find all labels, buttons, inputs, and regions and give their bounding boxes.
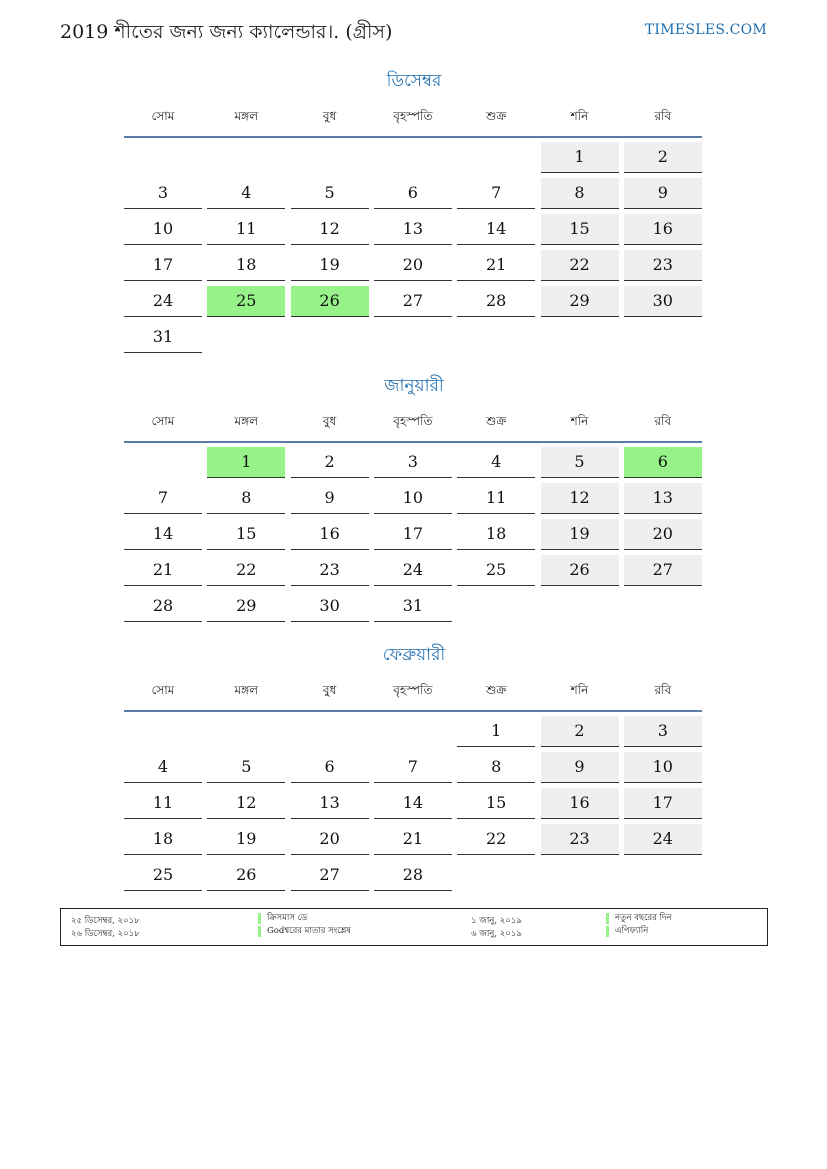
day-cell[interactable]: 15 [457,788,535,819]
day-cell[interactable]: 2 [291,447,369,478]
day-cell[interactable]: 28 [457,286,535,317]
day-cell[interactable]: 24 [624,824,702,855]
day-cell[interactable]: 15 [541,214,619,245]
weekday-header [124,407,704,435]
day-cell[interactable]: 10 [374,483,452,514]
day-cell[interactable]: 19 [207,824,285,855]
day-cell[interactable]: 11 [207,214,285,245]
day-cell[interactable]: 9 [541,752,619,783]
day-cell[interactable]: 3 [124,178,202,209]
day-cell[interactable]: 31 [124,322,202,353]
day-cell[interactable]: 11 [124,788,202,819]
day-cell[interactable]: 4 [124,752,202,783]
day-cell[interactable]: 12 [207,788,285,819]
weekday-label: রবি [654,109,672,123]
day-cell[interactable]: 9 [291,483,369,514]
day-cell[interactable]: 22 [457,824,535,855]
day-cell[interactable]: 4 [207,178,285,209]
day-cell[interactable]: 27 [374,286,452,317]
day-cell[interactable]: 17 [374,519,452,550]
day-cell[interactable]: 26 [541,555,619,586]
day-cell[interactable]: 18 [207,250,285,281]
day-cell[interactable]: 30 [624,286,702,317]
day-cell[interactable]: 5 [207,752,285,783]
header-rule [124,710,702,712]
weekday-label: মঙ্গল [234,109,259,123]
day-cell[interactable]: 4 [457,447,535,478]
legend-holiday: এপিফ্যানি [606,926,648,937]
weekday-label: রবি [654,683,672,697]
legend-date: ২৬ ডিসেম্বর, ২০১৮ [71,929,140,939]
day-cell[interactable]: 10 [124,214,202,245]
day-cell[interactable]: 17 [124,250,202,281]
day-cell[interactable]: 19 [541,519,619,550]
weekday-header [124,102,704,130]
site-link[interactable]: TIMESLES.COM [644,22,767,38]
day-cell[interactable]: 12 [291,214,369,245]
day-cell[interactable]: 5 [291,178,369,209]
legend-holiday: Godশ্বরের মাতার সংশ্লেষ [258,926,351,937]
day-cell[interactable]: 22 [541,250,619,281]
weekday-label: বুধ [322,414,337,428]
weekday-label: বুধ [322,683,337,697]
weekday-label: বৃহস্পতি [393,683,433,697]
legend-date: ৬ জানু, ২০১৯ [471,929,522,939]
day-cell[interactable]: 10 [624,752,702,783]
day-cell[interactable]: 13 [291,788,369,819]
weekday-label: শুক্র [486,414,507,428]
day-cell[interactable]: 16 [291,519,369,550]
day-cell[interactable]: 27 [291,860,369,891]
month-block [124,373,704,615]
weekday-label: শুক্র [486,683,507,697]
weekday-label: মঙ্গল [234,683,259,697]
weekday-label: মঙ্গল [234,414,259,428]
day-cell[interactable]: 24 [124,286,202,317]
weekday-label: শনি [570,683,589,697]
day-cell[interactable]: 2 [541,716,619,747]
day-cell[interactable]: 1 [207,447,285,478]
day-cell[interactable]: 27 [624,555,702,586]
day-cell[interactable]: 7 [457,178,535,209]
legend-holiday: ক্রিসমাস ডে [258,913,307,924]
day-cell[interactable]: 14 [124,519,202,550]
day-cell[interactable]: 29 [541,286,619,317]
weekday-label: শনি [570,109,589,123]
day-cell[interactable]: 6 [374,178,452,209]
weekday-label: সোম [151,683,175,697]
weekday-header [124,676,704,704]
day-cell[interactable]: 21 [124,555,202,586]
day-cell[interactable]: 3 [374,447,452,478]
weekday-label: সোম [151,109,175,123]
holiday-legend [60,908,768,946]
month-name: ডিসেম্বর [386,71,442,91]
day-cell[interactable]: 23 [541,824,619,855]
day-cell[interactable]: 1 [457,716,535,747]
day-cell[interactable]: 18 [124,824,202,855]
day-cell[interactable]: 28 [374,860,452,891]
day-cell[interactable]: 7 [124,483,202,514]
day-cell[interactable]: 21 [457,250,535,281]
legend-date: ২৫ ডিসেম্বর, ২০১৮ [71,916,140,926]
day-cell[interactable]: 30 [291,591,369,622]
day-cell[interactable]: 21 [374,824,452,855]
day-cell[interactable]: 23 [291,555,369,586]
day-cell[interactable]: 16 [624,214,702,245]
month-name: ফেব্রুয়ারী [382,645,446,665]
day-cell[interactable]: 8 [541,178,619,209]
day-cell[interactable]: 6 [291,752,369,783]
header-rule [124,136,702,138]
legend-date: ১ জানু, ২০১৯ [471,916,522,926]
day-cell[interactable]: 14 [457,214,535,245]
legend-holiday: নতুন বছরের দিন [606,913,672,924]
day-cell[interactable]: 18 [457,519,535,550]
day-cell[interactable]: 1 [541,142,619,173]
day-cell[interactable]: 20 [624,519,702,550]
day-cell[interactable]: 25 [457,555,535,586]
day-cell[interactable]: 23 [624,250,702,281]
day-cell[interactable]: 26 [291,286,369,317]
page-title: 2019 শীতের জন্য জন্য ক্যালেন্ডার।. (গ্রীস) [60,21,393,43]
day-cell[interactable]: 11 [457,483,535,514]
weekday-label: শনি [570,414,589,428]
day-cell[interactable]: 13 [374,214,452,245]
weekday-label: বৃহস্পতি [393,109,433,123]
weekday-label: শুক্র [486,109,507,123]
day-cell[interactable]: 25 [207,286,285,317]
month-block [124,68,704,346]
day-cell[interactable]: 8 [207,483,285,514]
day-cell[interactable]: 9 [624,178,702,209]
day-cell[interactable]: 6 [624,447,702,478]
month-block [124,642,704,884]
day-cell[interactable]: 24 [374,555,452,586]
day-cell[interactable]: 29 [207,591,285,622]
day-cell[interactable]: 16 [541,788,619,819]
day-cell[interactable]: 14 [374,788,452,819]
month-name: জানুয়ারী [384,376,444,396]
header-rule [124,441,702,443]
day-cell[interactable]: 22 [207,555,285,586]
day-cell[interactable]: 3 [624,716,702,747]
day-cell[interactable]: 17 [624,788,702,819]
weekday-label: সোম [151,414,175,428]
day-cell[interactable]: 19 [291,250,369,281]
day-cell[interactable]: 15 [207,519,285,550]
day-cell[interactable]: 20 [291,824,369,855]
day-cell[interactable]: 13 [624,483,702,514]
day-cell[interactable]: 25 [124,860,202,891]
weekday-label: বৃহস্পতি [393,414,433,428]
weekday-label: বুধ [322,109,337,123]
day-cell[interactable]: 31 [374,591,452,622]
weekday-label: রবি [654,414,672,428]
day-cell[interactable]: 2 [624,142,702,173]
day-cell[interactable]: 12 [541,483,619,514]
day-cell[interactable]: 28 [124,591,202,622]
day-cell[interactable]: 7 [374,752,452,783]
day-cell[interactable]: 20 [374,250,452,281]
day-cell[interactable]: 26 [207,860,285,891]
day-cell[interactable]: 5 [541,447,619,478]
day-cell[interactable]: 8 [457,752,535,783]
